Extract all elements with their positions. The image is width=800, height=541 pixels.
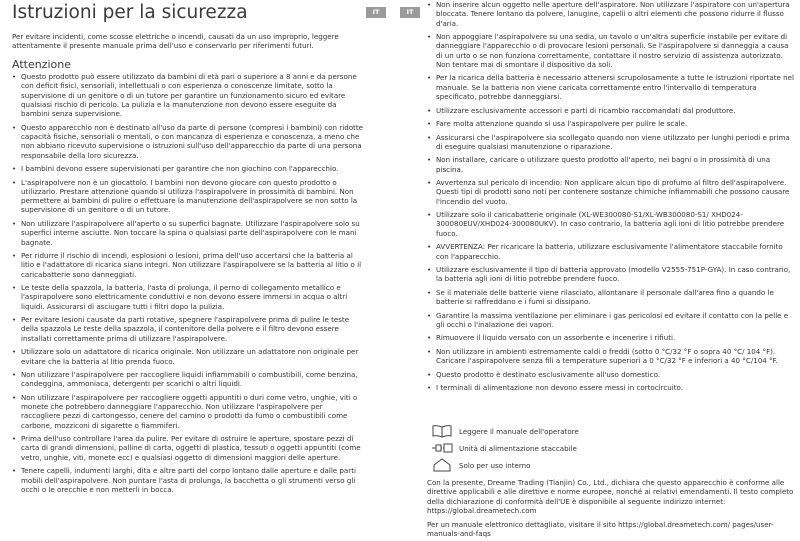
warning-list-right (427, 0, 794, 397)
symbol-legend (427, 424, 794, 475)
list-item: • Avvertenza sul pericolo di incendio: Non applicare alcun tipo di profumo al filtro dell'aspirapolvere. Questi tipi di prodotti sono noti per contenere sostanze chimiche infiammabili che possono causare l'incendio del vuoto. (427, 178, 794, 206)
symbol-label: Leggere il manuale dell'operatore (459, 427, 579, 436)
symbol-label: Unità di alimentazione staccabile (459, 444, 577, 453)
language-badge: IT (400, 7, 420, 18)
symbol-label: Solo per uso interno (459, 461, 531, 470)
intro-paragraph: Per evitare incidenti, come scosse elettriche o incendi, causati da un uso improprio, leggere attentamente il presente manuale prima dell'uso e conservarlo per riferimenti futuri. (12, 32, 339, 51)
list-item: • Fare molta attenzione quando si usa l'aspirapolvere per pulire le scale. (427, 119, 794, 128)
list-item: • Questo prodotto è destinato esclusivamente all'uso domestico. (427, 370, 794, 379)
list-item: • Non utilizzare l'aspirapolvere per raccogliere oggetti appuntiti o duri come vetro, unghie, viti o monete che potrebbero danneggiare l'apparecchio. Non utilizzare l'aspirapolvere per raccogliere pezzi di cartongesso, cenere del camino o prodotti da fumo o combustibili come carbone, mozziconi di sigarette o fiammiferi. (12, 393, 364, 430)
list-item: • Garantire la massima ventilazione per eliminare i gas pericolosi ed evitare il contatto con la pelle e gli occhi o l'inalazione dei vapori. (427, 311, 794, 330)
warning-list-left (12, 72, 364, 498)
list-item: • Se il materiale delle batterie viene rilasciato, allontanare il personale dall'area fino a quando le batterie si raffreddano e i fumi si dissipano. (427, 288, 794, 307)
list-item: • Per ridurre il rischio di incendi, esplosioni o lesioni, prima dell'uso accertarsi che la batteria al litio e l'adattatore di ricarica siano integri. Non utilizzare l'aspirapolvere se la batteria al litio o il caricabatterie sono danneggiati. (12, 251, 364, 279)
house-icon (431, 458, 453, 472)
symbol-row (427, 441, 794, 458)
list-item: • I terminali di alimentazione non devono essere messi in cortocircuito. (427, 383, 794, 392)
list-item: • Non appoggiare l'aspirapolvere su una sedia, un tavolo o un'altra superficie instabile per evitare di danneggiare l'apparecchio o di provocare lesioni personali. Se l'aspirapolvere si danneggia a causa di un urto o se non funziona correttamente, contattare il nostro servizio di assistenza autorizzato. Non tentare mai di smontare il dispositivo da soli. (427, 32, 794, 69)
list-item: • Tenere capelli, indumenti larghi, dita e altre parti del corpo lontano dalle aperture e dalle parti mobili dell'aspirapolvere. Non puntare l'asta di prolunga, la bacchetta o gli strumenti verso gli occhi o le orecchie e non metterli in bocca. (12, 466, 364, 494)
list-item: • Questo prodotto può essere utilizzato da bambini di età pari o superiore a 8 anni e da persone con deficit fisici, sensoriali, intellettuali o con esperienza o conoscenze limitate, sotto la supervisione di un genitore o di un tutore per garantire un funzionamento sicuro ed evitare qualsiasi rischio di pericolo. La pulizia e la manutenzione non devono essere eseguite da bambini senza supervisione. (12, 72, 364, 118)
list-item: • Rimuovere il liquido versato con un assorbente e incenerire i rifiuti. (427, 333, 794, 342)
list-item: • Non utilizzare in ambienti estremamente caldi o freddi (sotto 0 °C/32 °F o sopra 40 °C/ 104 °F). Caricare l'aspirapolvere senza fili a temperature superiori a 0 °C/32 °F e inferiori a 40 °C/104 °F. (427, 347, 794, 366)
manual-link-text: Per un manuale elettronico dettagliato, visitare il sito https://global.dreametech.com/ pages/user-manuals-and-faqs (427, 520, 774, 539)
svg-text:i: i (441, 429, 443, 436)
list-item: • Assicurarsi che l'aspirapolvere sia scollegato quando non viene utilizzato per lunghi periodi e prima di eseguire qualsiasi manutenzione o riparazione. (427, 133, 794, 152)
section-heading: Attenzione (12, 58, 71, 71)
list-item: • Non inserire alcun oggetto nelle aperture dell'aspiratore. Non utilizzare l'aspiratore con un'apertura bloccata. Tenere lontano da polvere, lanugine, capelli o altri elementi che possono ridurre il flusso d'aria. (427, 0, 794, 28)
list-item: • Questo apparecchio non è destinato all'uso da parte di persone (compresi i bambini) con ridotte capacità fisiche, sensoriali o mentali, o con mancanza di esperienza e conoscenza, a meno che non abbiano ricevuto supervisione o istruzioni sull'uso dell'apparecchio da parte di una persona responsabile della loro sicurezza. (12, 123, 364, 160)
list-item: • Prima dell'uso controllare l'area da pulire. Per evitare di ostruire le aperture, spostare pezzi di carta di grandi dimensioni, palline di carta, oggetti di plastica, tessuti o oggetti appuntiti (come vetro, unghie, viti, monete ecc) e qualsiasi oggetto di dimensioni maggiori delle aperture. (12, 434, 364, 462)
list-item: • I bambini devono essere supervisionati per garantire che non giochino con l'apparecchio. (12, 164, 364, 173)
detachable-power-supply-icon (431, 441, 453, 455)
list-item: • Utilizzare esclusivamente accessori e parti di ricambio raccomandati dal produttore. (427, 106, 794, 115)
page-title: Istruzioni per la sicurezza (12, 2, 248, 23)
list-item: • Non utilizzare l'aspirapolvere per raccogliere liquidi infiammabili o combustibili, come benzina, candeggina, ammoniaca, detergenti per scarichi o altri liquidi. (12, 370, 364, 389)
list-item: • L'aspirapolvere non è un giocattolo. I bambini non devono giocare con questo prodotto o utilizzarlo. Prestare attenzione quando si utilizza l'aspirapolvere in prossimità di bambini. Non permettere ai bambini di pulire o effettuare la manutenzione dell'aspirapolvere se non sotto la supervisione di un genitore o di un tutore. (12, 178, 364, 215)
list-item: • Utilizzare esclusivamente il tipo di batteria approvato (modello V2555-751P-GYA). In caso contrario, la batteria agli ioni di litio potrebbe prendere fuoco. (427, 265, 794, 284)
list-item: • Utilizzare solo un adattatore di ricarica originale. Non utilizzare un adattatore non originale per evitare che la batteria al litio prenda fuoco. (12, 347, 364, 366)
conformity-declaration: Con la presente, Dreame Trading (Tianjin) Co., Ltd., dichiara che questo apparecchio è conforme alle direttive applicabili e alle direttive e norme europee, nonché ai relativi emendamenti. Il testo completo della dichiarazione di conformità dell'UE è disponibile al seguente indirizzo internet: https://global.dreametech.com (427, 478, 794, 515)
book-icon (431, 424, 453, 438)
list-item: • AVVERTENZA: Per ricaricare la batteria, utilizzare esclusivamente l'alimentatore staccabile fornito con l'apparecchio. (427, 242, 794, 261)
right-page (400, 0, 800, 541)
list-item: • Per evitare lesioni causate da parti rotative, spegnere l'aspirapolvere prima di pulire le teste della spazzola Le teste della spazzola, il contenitore della polvere e il filtro devono essere installati correttamente prima di utilizzare l'aspirapolvere. (12, 315, 364, 343)
symbol-row (427, 458, 794, 475)
symbol-row (427, 424, 794, 441)
language-badge: IT (366, 7, 386, 18)
list-item: • Non installare, caricare o utilizzare questo prodotto all'aperto, nei bagni o in prossimità di una piscina. (427, 155, 794, 174)
list-item: • Utilizzare solo il caricabatterie originale (XL-WE300080-S1/XL-WB300080-S1/ XHD024-300080EUV/XHD024-300080UKV). In caso contrario, la batteria agli ioni di litio potrebbe prendere fuoco. (427, 210, 794, 238)
list-item: • Le teste della spazzola, la batteria, l'asta di prolunga, il perno di collegamento metallico e l'aspirapolvere sono elettricamente conduttivi e non devono essere immersi in acqua o altri liquidi. Assicurarsi di asciugare tutti i filtri dopo la pulizia. (12, 283, 364, 311)
list-item: • Non utilizzare l'aspirapolvere all'aperto o su superfici bagnate. Utilizzare l'aspirapolvere solo su superfici interne asciutte. Non toccare la spina o qualsiasi parte dell'aspirapolvere con le mani bagnate. (12, 219, 364, 247)
list-item: • Per la ricarica della batteria è necessario attenersi scrupolosamente a tutte le istruzioni riportate nel manuale. Se la batteria non viene caricata correttamente entro l'intervallo di temperatura specificato, potrebbe danneggiarsi. (427, 73, 794, 101)
